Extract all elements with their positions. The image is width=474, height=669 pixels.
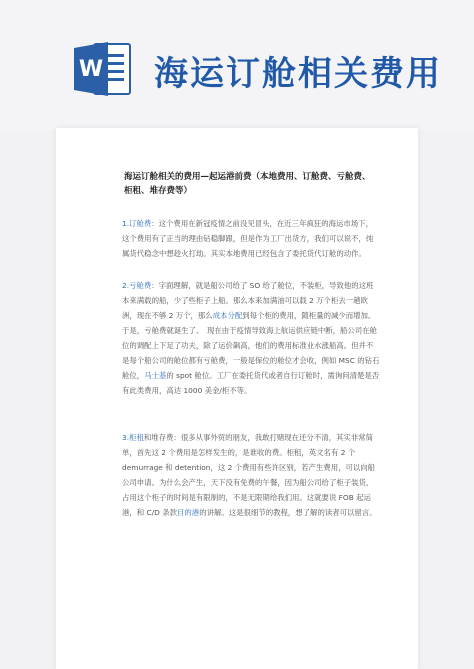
section-dead-freight — [122, 278, 380, 398]
section-2-number: 2. — [122, 281, 130, 290]
term-destination-port[interactable]: 目的港 — [177, 508, 200, 517]
section-booking-fee — [122, 216, 380, 261]
section-3-text-b: 的讲解。这是很细节的教程，想了解的读者可以留言。 — [199, 508, 377, 517]
section-1-text: ：这个费用在新冠疫情之前没见冒头，在近三年疯狂的海运市场下，这个费用有了正当的理由钻稳脚跟，但是作为工厂出货方，我们可以说不，纯属货代稳念中想趁火打劫。其实本地费用已经包含了委托货代订舱的动作。 — [122, 219, 374, 258]
word-app-icon — [72, 38, 134, 100]
document-title: 海运订舱相关费用 — [154, 54, 442, 94]
term-dead-freight[interactable]: 亏舱费 — [129, 281, 152, 290]
section-2-text-a: ：字面理解，就是船公司给了 SO 给了舱位，不装柜，导致他的这班本来满载的船，少了些柜子上船。那么本来加满油可以载 2 万个柜去一趟欧洲，现在不够 2 万个，那么 — [122, 281, 374, 320]
term-maersk[interactable]: 马士基 — [144, 371, 167, 380]
section-3-text-a: 和堆存费：很多从事外贸的朋友，我敢打赌现在还分不清，其实非常简单，首先这 2 个费用是怎样发生的，是谁收的费。柜租，英文名有 2 个 demurrage 和 detention，这 2 个费用有些许区别，若产生费用，可以向船公司申请。为什么会产生，天下没有免费的午餐，因为船公司给了柜子装货，占用这个柜子的时间是有限制的，不是无限期给我们用。这就要说 FOB 起运港，和 C/D 条款 — [122, 433, 376, 517]
term-container-rent[interactable]: 柜租 — [129, 433, 144, 442]
header-banner — [0, 0, 474, 130]
heading-line-1: 海运订舱相关的费用—起运港前费（本地费用、订舱费、亏舱费、 — [124, 172, 371, 182]
section-3-number: 3. — [122, 433, 130, 442]
term-cost-allocation[interactable]: 成本分配 — [212, 311, 243, 320]
section-2-text-b: 到每个柜的费用，随柜量的减少而增加。于是，亏舱费就诞生了。 现在由于疫情导致海上航运供应链中断，船公司在舱位的调配上下足了功夫，除了运价飙高，他们的费用标准业水涨船高。但并不是每个船公司的舱位都有亏舱费，一般是保位的舱位才会收，例如 MSC 的钻石舱位， — [122, 311, 380, 380]
term-booking-fee[interactable]: 订舱费 — [129, 219, 152, 228]
word-icon-letter: W — [78, 57, 104, 82]
section-2-text-c: 的 spot 舱位。工厂在委托货代或者自行订舱时，需询问清楚是否有此类费用，高达 1000 美金/柜不等。 — [122, 371, 380, 395]
document-heading — [124, 170, 374, 198]
section-container-rent — [122, 430, 380, 520]
document-page — [56, 128, 418, 669]
heading-line-2: 柜租、堆存费等） — [124, 186, 193, 196]
section-1-number: 1. — [122, 219, 130, 228]
